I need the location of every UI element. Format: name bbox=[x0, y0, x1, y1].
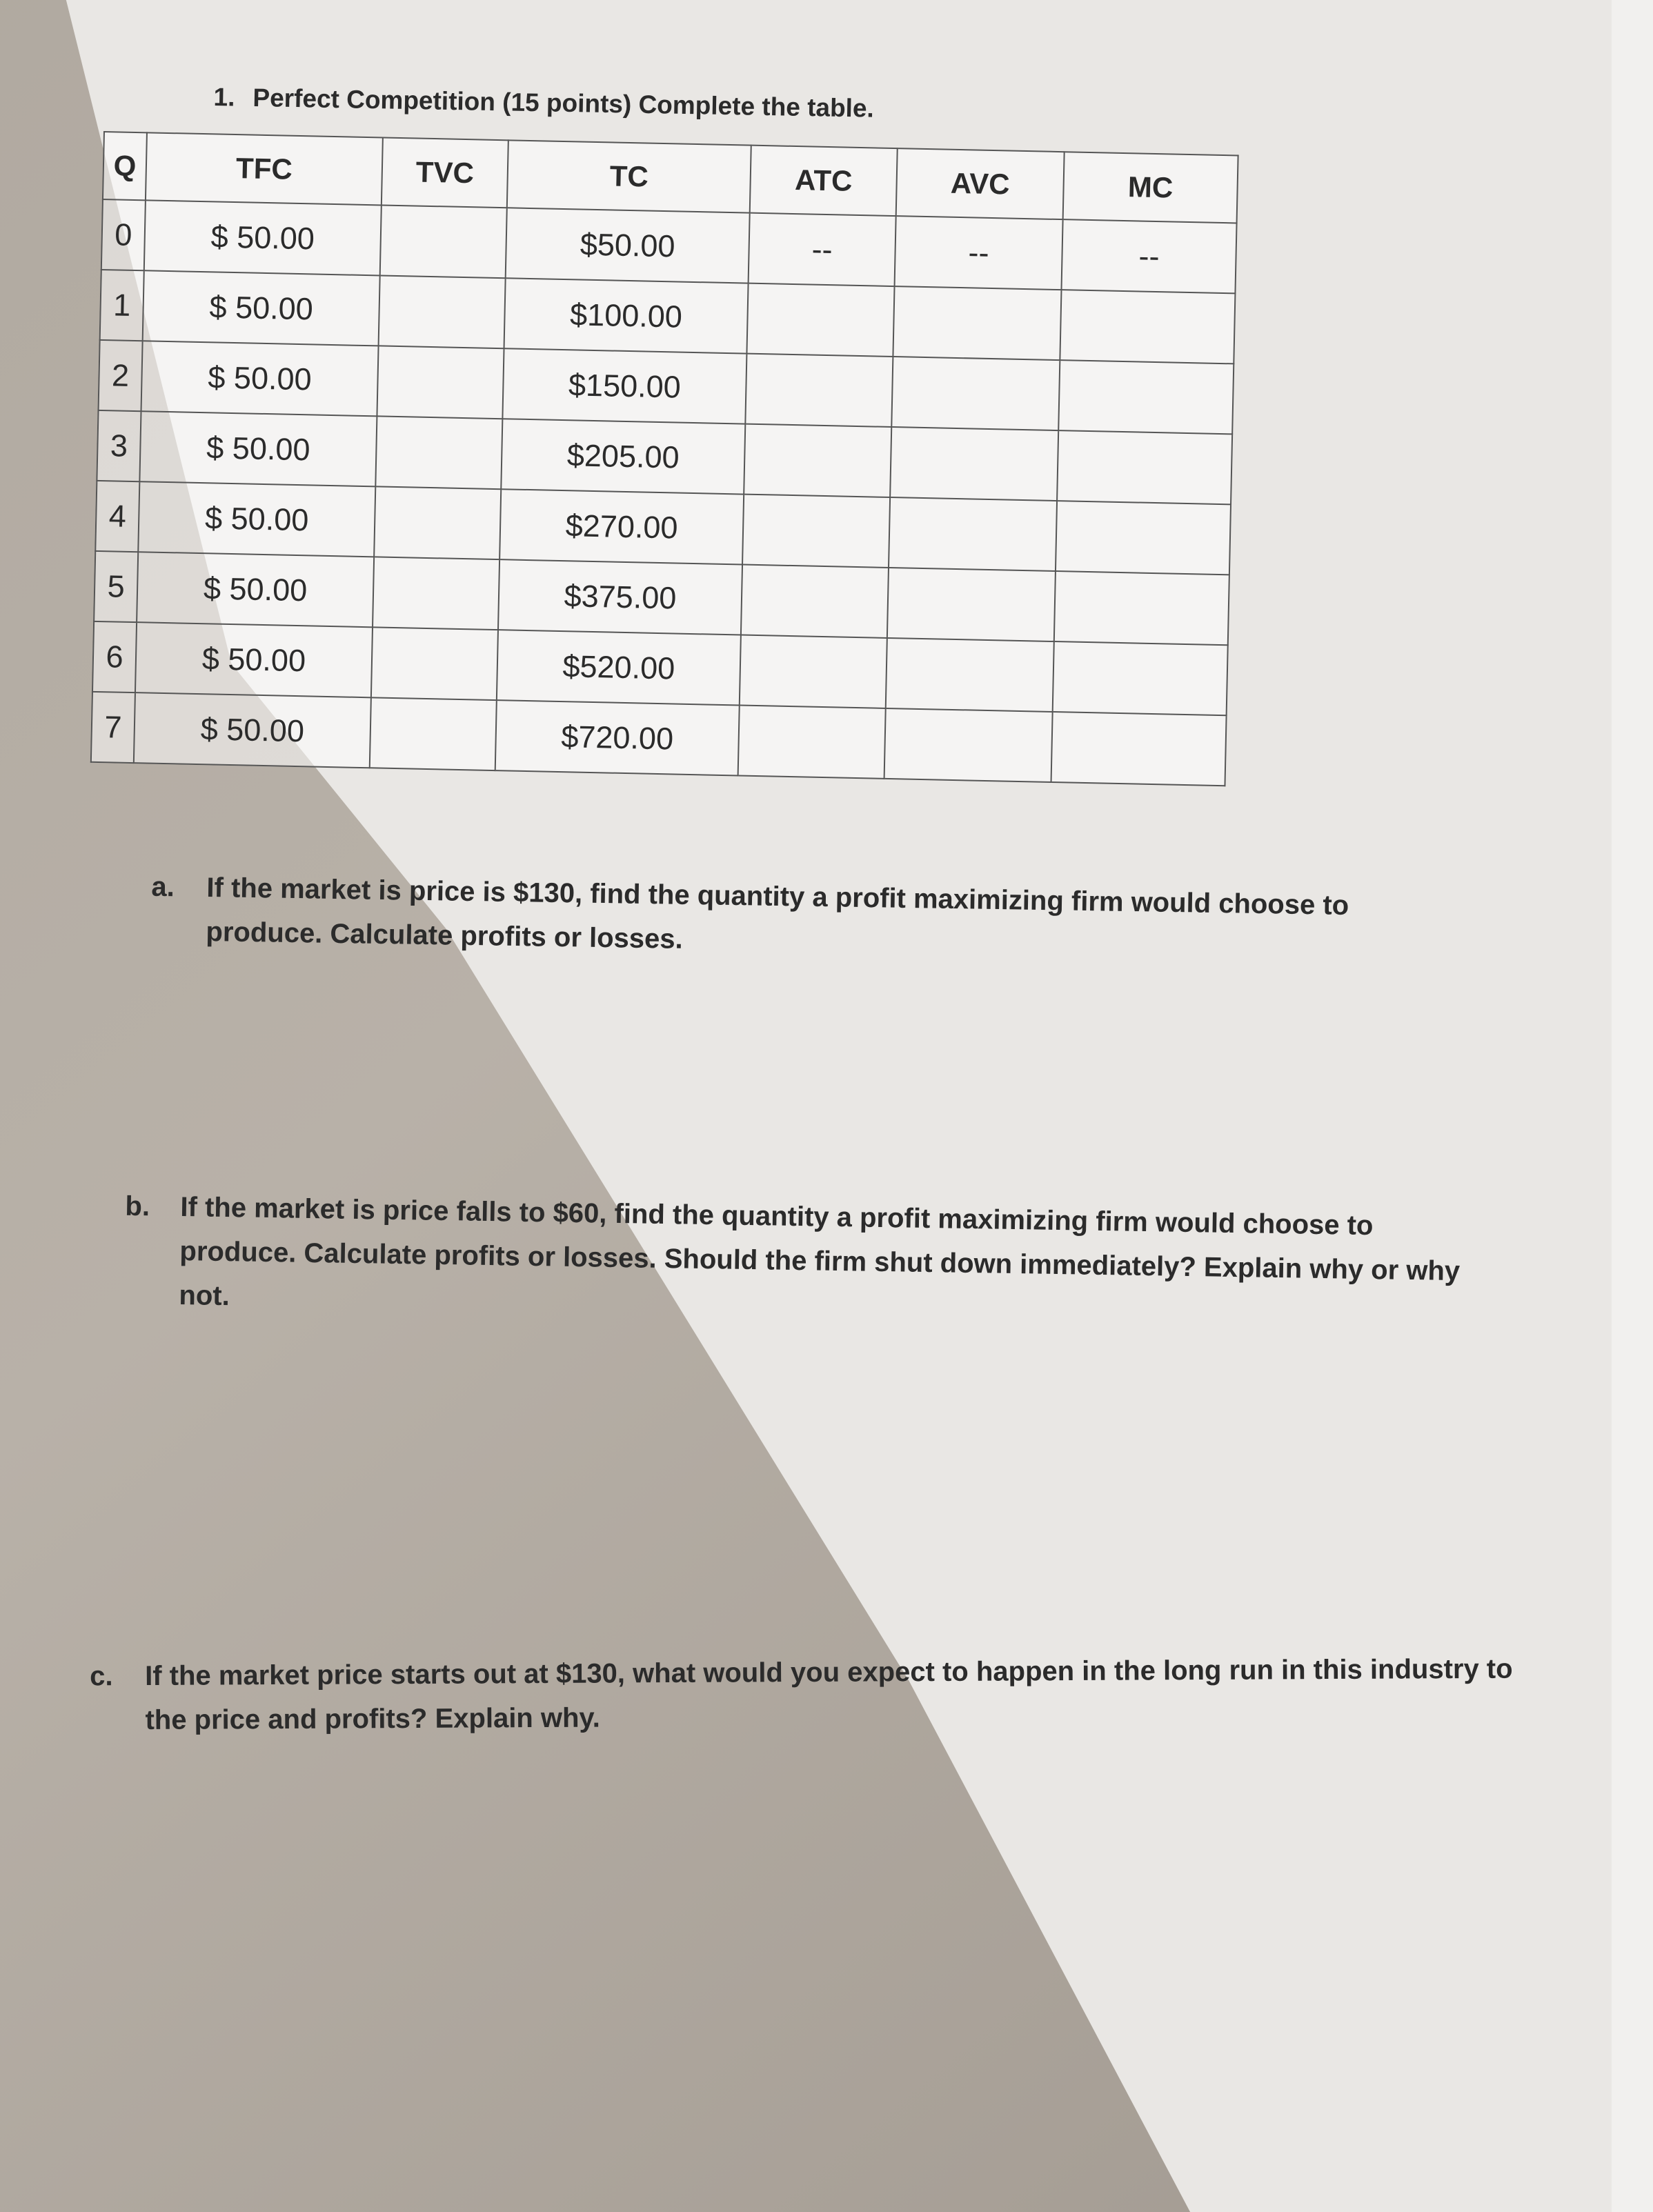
cell-tvc bbox=[374, 486, 501, 559]
cell-tvc bbox=[379, 275, 506, 348]
cell-atc bbox=[746, 283, 894, 357]
cell-tc: $375.00 bbox=[498, 559, 742, 635]
cell-mc bbox=[1057, 430, 1232, 504]
cell-tfc: $ 50.00 bbox=[143, 270, 380, 346]
cell-tc: $520.00 bbox=[497, 630, 741, 705]
cell-avc bbox=[891, 357, 1060, 430]
cell-mc: -- bbox=[1061, 219, 1236, 293]
cell-avc bbox=[884, 708, 1053, 782]
problem-number: 1. bbox=[213, 83, 235, 112]
cell-tvc bbox=[371, 627, 498, 700]
cell-q: 3 bbox=[97, 410, 141, 481]
cell-tfc: $ 50.00 bbox=[144, 200, 382, 275]
cell-tc: $720.00 bbox=[495, 700, 740, 775]
question-c-letter: c. bbox=[90, 1661, 113, 1692]
cell-mc bbox=[1060, 290, 1235, 363]
cell-atc bbox=[741, 565, 889, 638]
cell-tvc bbox=[380, 205, 507, 278]
cell-tfc: $ 50.00 bbox=[138, 481, 375, 557]
cell-tvc bbox=[370, 697, 497, 770]
header-tvc: TVC bbox=[382, 137, 508, 208]
cell-mc bbox=[1051, 712, 1227, 786]
header-tc: TC bbox=[507, 140, 751, 212]
cell-tfc: $ 50.00 bbox=[134, 693, 371, 768]
header-avc: AVC bbox=[896, 148, 1065, 219]
cell-mc bbox=[1056, 501, 1231, 575]
cell-q: 1 bbox=[100, 270, 144, 341]
header-atc: ATC bbox=[750, 146, 898, 216]
cell-atc: -- bbox=[749, 213, 896, 286]
cell-avc bbox=[889, 497, 1057, 571]
question-a-text: If the market is price is $130, find the quantity a profit maximizing firm would choose to produce. Calculate profits or losses. bbox=[206, 872, 1349, 955]
question-b-text: If the market is price falls to $60, find the quantity a profit maximizing firm would choose to produce. Calculate profits or losses. Should the firm shut down immediately? Explain why or why not. bbox=[179, 1191, 1461, 1312]
cell-mc bbox=[1053, 641, 1228, 715]
question-b-letter: b. bbox=[125, 1190, 150, 1222]
cell-tfc: $ 50.00 bbox=[141, 341, 379, 416]
problem-title-text: Perfect Competition (15 points) Complete the table. bbox=[253, 83, 875, 123]
cell-tvc bbox=[375, 416, 502, 489]
cell-mc bbox=[1058, 360, 1234, 434]
cell-avc: -- bbox=[895, 216, 1063, 290]
cell-atc bbox=[744, 424, 891, 497]
cell-q: 2 bbox=[99, 340, 143, 411]
cell-atc bbox=[740, 635, 887, 708]
cell-tc: $50.00 bbox=[506, 208, 750, 283]
cost-table bbox=[90, 131, 1239, 786]
cell-tvc bbox=[373, 557, 499, 630]
cell-q: 0 bbox=[101, 199, 146, 270]
cell-avc bbox=[893, 286, 1061, 360]
question-a bbox=[151, 866, 1421, 973]
cell-avc bbox=[886, 638, 1054, 712]
cell-q: 7 bbox=[91, 692, 135, 763]
header-mc: MC bbox=[1063, 152, 1238, 223]
cell-avc bbox=[887, 568, 1056, 641]
cell-atc bbox=[745, 354, 893, 427]
problem-title bbox=[213, 83, 874, 123]
cell-tc: $150.00 bbox=[502, 348, 746, 424]
cell-avc bbox=[890, 427, 1058, 501]
cell-tc: $100.00 bbox=[504, 278, 749, 353]
question-b bbox=[125, 1185, 1492, 1338]
cell-q: 4 bbox=[95, 481, 139, 552]
question-c-text: If the market price starts out at $130, what would you expect to happen in the long run in this industry to the price and profits? Explain why. bbox=[145, 1653, 1513, 1735]
header-tfc: TFC bbox=[146, 132, 383, 205]
question-a-letter: a. bbox=[151, 871, 175, 903]
cell-tc: $270.00 bbox=[499, 489, 744, 564]
cell-q: 6 bbox=[92, 621, 137, 693]
cost-table-wrapper bbox=[90, 131, 1239, 786]
question-c bbox=[90, 1646, 1560, 1742]
cell-atc bbox=[738, 705, 886, 778]
cell-tfc: $ 50.00 bbox=[137, 552, 374, 627]
cell-tc: $205.00 bbox=[501, 419, 745, 494]
cell-mc bbox=[1054, 571, 1229, 645]
cell-tvc bbox=[377, 346, 504, 419]
cell-q: 5 bbox=[94, 551, 138, 622]
header-q: Q bbox=[103, 132, 147, 200]
cell-tfc: $ 50.00 bbox=[139, 411, 377, 486]
cell-atc bbox=[742, 495, 890, 568]
cell-tfc: $ 50.00 bbox=[135, 622, 373, 697]
